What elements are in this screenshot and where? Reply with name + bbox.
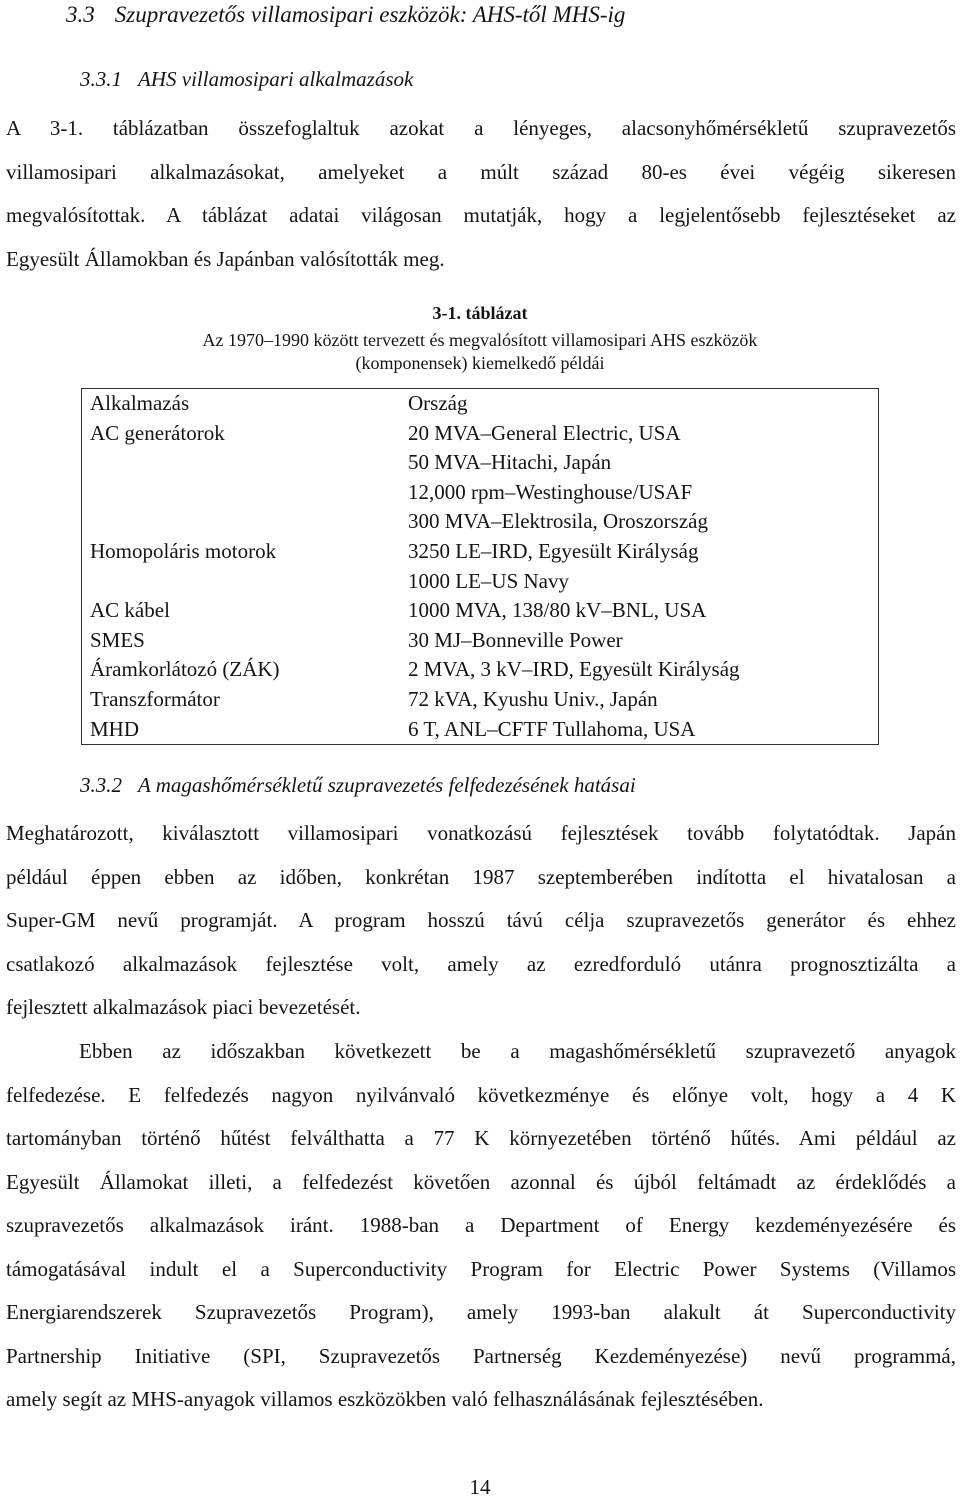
paragraph-line: Egyesült Államokat illeti, a felfedezést követően azonnal és újból feltámadt az érdeklődés a <box>6 1169 956 1194</box>
paragraph-line: csatlakozó alkalmazások fejlesztése volt, amely az ezredforduló utánra prognosztizálta a <box>6 951 956 976</box>
paragraph-line: Egyesült Államokban és Japánban valósították meg. <box>6 246 445 271</box>
country-line: 1000 LE–US Navy <box>408 568 569 593</box>
subsection-heading-1 <box>80 64 413 94</box>
cell-application: Áramkorlátozó (ZÁK) <box>90 657 280 682</box>
table-row <box>82 537 879 596</box>
paragraph-line: Ebben az időszakban következett be a magashőmérsékletű szupravezető anyagok <box>79 1039 956 1063</box>
table-row <box>82 685 879 715</box>
paragraph-line: Meghatározott, kiválasztott villamosipari vonatkozású fejlesztések tovább folytatódtak. Japán <box>6 821 956 845</box>
table-header-row <box>82 389 879 419</box>
paragraph-line: támogatásával indult el a Superconductivity Program for Electric Power Systems (Villamos <box>6 1256 956 1281</box>
header-cell-country: Ország <box>408 391 468 415</box>
paragraph-line: A 3-1. táblázatban összefoglaltuk azokat a lényeges, alacsonyhőmérsékletű szupravezetős <box>6 116 956 140</box>
paragraph-line: például éppen ebben az időben, konkrétan 1987 szeptemberében indította el hivatalosan a <box>6 864 956 889</box>
paragraph-line: tartományban történő hűtést felválthatta a 77 K környezetében történő hűtés. Ami például az <box>6 1126 956 1150</box>
cell-application: AC generátorok <box>90 420 225 445</box>
table-row <box>82 655 879 685</box>
country-line: 300 MVA–Elektrosila, Oroszország <box>408 509 708 534</box>
header-cell-application: Alkalmazás <box>90 391 190 415</box>
country-line: 3250 LE–IRD, Egyesült Királyság <box>408 538 699 563</box>
paragraph-line: megvalósítottak. A táblázat adatai világosan mutatják, hogy a legjelentősebb fejlesztéseket az <box>6 203 956 227</box>
table-caption-text <box>0 329 960 375</box>
paragraph-line: Super-GM nevű programját. A program hosszú távú célja szupravezetős generátor és ehhez <box>6 908 956 932</box>
subsection-title: AHS villamosipari alkalmazások <box>138 67 414 91</box>
section-number: 3.3 <box>66 2 95 27</box>
cell-country: 72 kVA, Kyushu Univ., Japán <box>408 686 658 711</box>
cell-country: 30 MJ–Bonneville Power <box>408 627 623 652</box>
paragraph-line: fejlesztett alkalmazások piaci bevezetését. <box>6 995 361 1019</box>
table-row <box>82 715 879 745</box>
paragraph-line: Energiarendszerek Szupravezetős Program), amely 1993-ban alakult át Superconductivity <box>6 1300 956 1324</box>
paragraph-line: szupravezetős alkalmazások iránt. 1988-ban a Department of Energy kezdeményezésére és <box>6 1213 956 1237</box>
section-heading <box>66 0 625 30</box>
table-row <box>82 596 879 626</box>
paragraph-line: felfedezése. E felfedezés nagyon nyilvánvaló következménye és előnye volt, hogy a 4 K <box>6 1082 956 1107</box>
cell-application: SMES <box>90 627 145 652</box>
cell-application: MHD <box>90 716 140 741</box>
country-line: 50 MVA–Hitachi, Japán <box>408 450 612 475</box>
cell-country <box>400 537 879 596</box>
subsection-title: A magashőmérsékletű szupravezetés felfedezésének hatásai <box>138 773 636 797</box>
subsection-number: 3.3.2 <box>80 773 122 797</box>
paragraph-3 <box>6 1030 956 1422</box>
cell-country <box>400 419 879 537</box>
cell-country: 6 T, ANL–CFTF Tullahoma, USA <box>408 716 696 741</box>
cell-application: AC kábel <box>90 598 170 623</box>
subsection-heading-2 <box>80 770 636 800</box>
table-caption-label: 3-1. táblázat <box>432 303 528 323</box>
country-line: 20 MVA–General Electric, USA <box>408 420 681 445</box>
cell-country: 2 MVA, 3 kV–IRD, Egyesült Királyság <box>408 657 740 682</box>
paragraph-2 <box>6 812 956 1030</box>
cell-country: 1000 MVA, 138/80 kV–BNL, USA <box>408 598 707 623</box>
paragraph-line: amely segít az MHS-anyagok villamos eszközökben való felhasználásának fejlesztésében. <box>6 1387 764 1411</box>
table-caption-line: Az 1970–1990 között tervezett és megvalósított villamosipari AHS eszközök <box>202 330 758 350</box>
section-title: Szupravezetős villamosipari eszközök: AHS-től MHS-ig <box>114 2 626 27</box>
cell-application: Homopoláris motorok <box>90 538 277 563</box>
paragraph-line: Partnership Initiative (SPI, Szupravezetős Partnerség Kezdeményezése) nevű programmá, <box>6 1343 956 1368</box>
country-line: 12,000 rpm–Westinghouse/USAF <box>408 479 693 504</box>
table-caption-line: (komponensek) kiemelkedő példái <box>355 353 605 373</box>
intro-paragraph <box>6 107 956 281</box>
subsection-number: 3.3.1 <box>80 67 122 91</box>
page-number: 14 <box>469 1475 491 1499</box>
cell-application: Transzformátor <box>90 686 220 711</box>
table-row <box>82 419 879 537</box>
paragraph-line: villamosipari alkalmazásokat, amelyeket a múlt század 80-es évei végéig sikeresen <box>6 159 956 184</box>
table-row <box>82 626 879 656</box>
applications-table <box>81 388 879 745</box>
